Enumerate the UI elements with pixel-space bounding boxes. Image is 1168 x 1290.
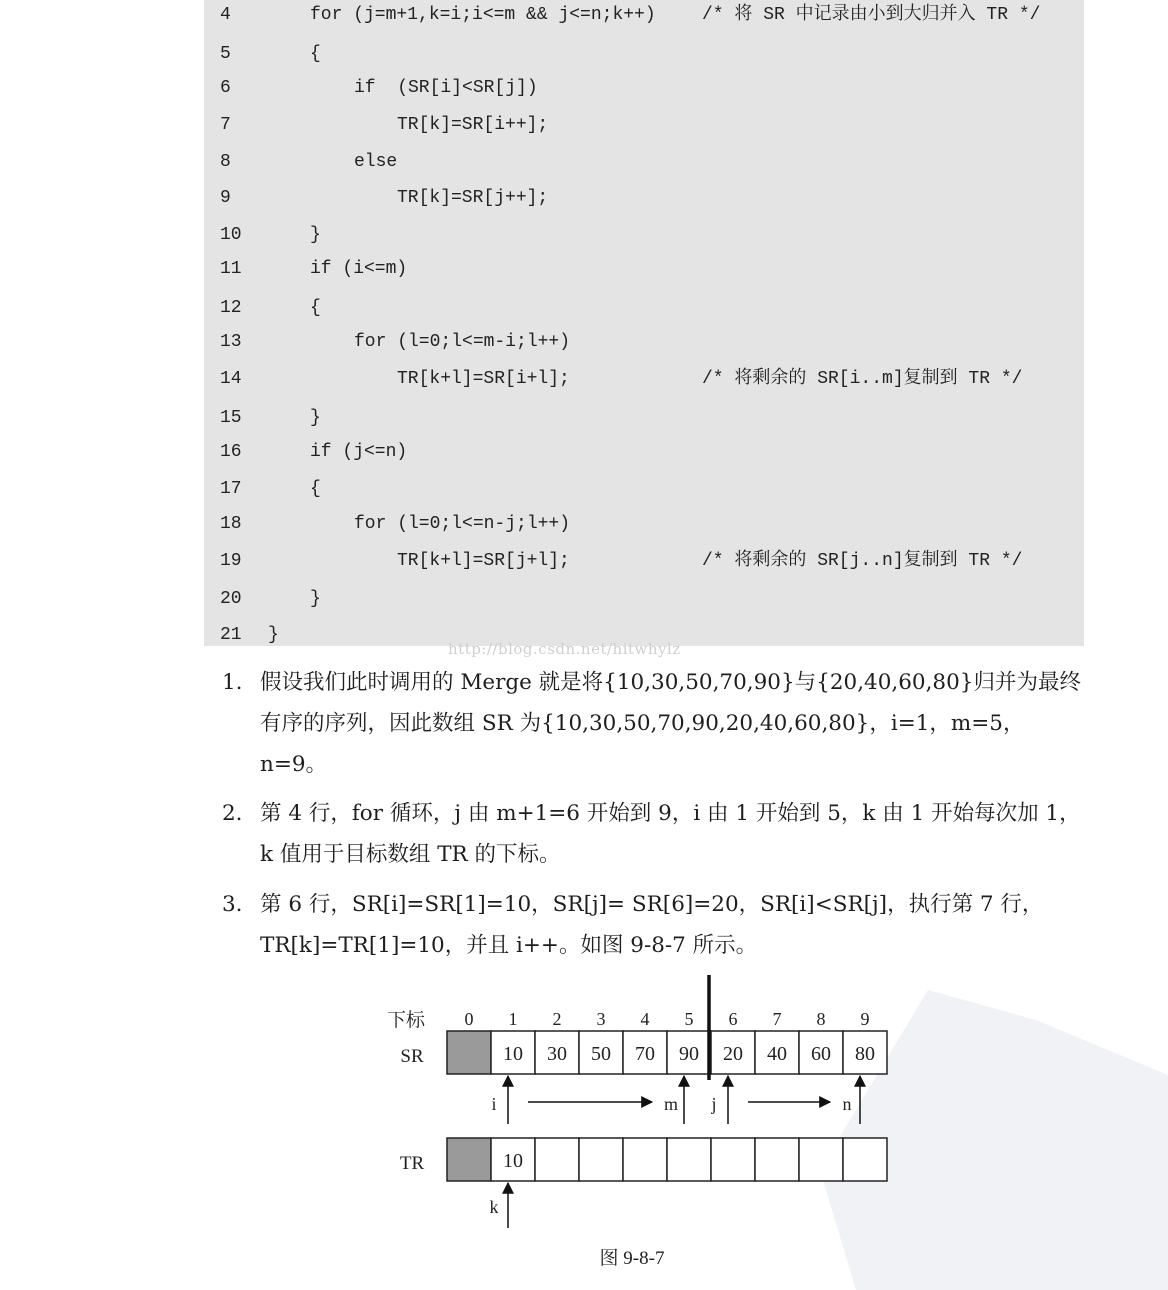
index-number: 3 xyxy=(596,1009,606,1029)
code-text: for (l=0;l<=m-i;l++) xyxy=(354,332,571,352)
paragraph-text: 第 4 行，for 循环，j 由 m+1=6 开始到 9，i 由 1 开始到 5，k 由 1 开始每次加 1，k 值用于目标数组 TR 的下标。 xyxy=(260,801,1081,867)
code-text: { xyxy=(310,44,321,64)
line-number: 14 xyxy=(220,369,242,389)
paragraph-number: 2. xyxy=(222,801,243,826)
tr-cell xyxy=(799,1138,843,1181)
j-pointer-label: j xyxy=(711,1094,717,1114)
line-number: 10 xyxy=(220,225,242,245)
index-number: 8 xyxy=(816,1009,826,1029)
line-number: 11 xyxy=(220,259,242,279)
line-number: 21 xyxy=(220,625,242,645)
tr-cell xyxy=(667,1138,711,1181)
sr-value: 60 xyxy=(811,1043,831,1065)
index-number: 2 xyxy=(552,1009,562,1029)
tr-cell xyxy=(447,1138,491,1181)
sr-value: 40 xyxy=(767,1043,787,1065)
line-number: 4 xyxy=(220,5,231,25)
figure-caption: 图 9-8-7 xyxy=(599,1248,665,1269)
sr-value: 80 xyxy=(855,1043,875,1065)
tr-cell xyxy=(711,1138,755,1181)
line-number: 12 xyxy=(220,298,242,318)
code-text: if (SR[i]<SR[j]) xyxy=(354,78,538,98)
line-number: 5 xyxy=(220,44,231,64)
paragraph-text: 假设我们此时调用的 Merge 就是将{10,30,50,70,90}与{20,40,60,80}归并为最终有序的序列，因此数组 SR 为{10,30,50,70,90,20,40,60,80}，i=1，m=5，n=9。 xyxy=(260,670,1081,777)
line-number: 9 xyxy=(220,188,231,208)
code-text: } xyxy=(310,589,321,609)
line-number: 8 xyxy=(220,152,231,172)
index-number: 6 xyxy=(728,1009,738,1029)
tr-cell xyxy=(579,1138,623,1181)
sr-value: 70 xyxy=(635,1043,655,1065)
i-pointer-label: i xyxy=(491,1094,497,1114)
line-number: 18 xyxy=(220,514,242,534)
code-text: TR[k+l]=SR[i+l]; xyxy=(397,369,570,389)
line-number: 16 xyxy=(220,442,242,462)
line-number: 15 xyxy=(220,408,242,428)
n-pointer-label: n xyxy=(842,1094,852,1114)
code-text: TR[k+l]=SR[j+l]; xyxy=(397,551,570,571)
line-number: 13 xyxy=(220,332,242,352)
code-comment: /* 将 SR 中记录由小到大归并入 TR */ xyxy=(702,5,1041,25)
tr-cell xyxy=(623,1138,667,1181)
line-number: 19 xyxy=(220,551,242,571)
k-pointer-label: k xyxy=(489,1197,499,1217)
code-text: { xyxy=(310,298,321,318)
tr-cell xyxy=(535,1138,579,1181)
tr-value: 10 xyxy=(503,1150,523,1172)
paragraph-number: 1. xyxy=(222,670,243,695)
code-text: } xyxy=(310,225,321,245)
code-text: else xyxy=(354,152,398,172)
sr-value: 30 xyxy=(547,1043,567,1065)
index-label: 下标 xyxy=(386,1010,426,1031)
tr-label: TR xyxy=(399,1153,425,1174)
code-comment: /* 将剩余的 SR[j..n]复制到 TR */ xyxy=(702,551,1023,571)
index-number: 5 xyxy=(684,1009,694,1029)
line-number: 17 xyxy=(220,479,242,499)
code-text: for (j=m+1,k=i;i<=m && j<=n;k++) xyxy=(310,5,656,25)
code-text: if (i<=m) xyxy=(310,259,408,279)
line-number: 6 xyxy=(220,78,231,98)
index-number: 4 xyxy=(640,1009,650,1029)
code-text: TR[k]=SR[j++]; xyxy=(397,188,549,208)
index-number: 1 xyxy=(508,1009,518,1029)
tr-cell xyxy=(755,1138,799,1181)
tr-cell xyxy=(843,1138,887,1181)
sr-value: 20 xyxy=(723,1043,743,1065)
index-number: 0 xyxy=(464,1009,474,1029)
code-text: { xyxy=(310,479,321,499)
m-pointer-label: m xyxy=(663,1094,679,1114)
sr-value: 50 xyxy=(591,1043,611,1065)
sr-label: SR xyxy=(400,1046,424,1067)
paragraph-text: 第 6 行，SR[i]=SR[1]=10，SR[j]= SR[6]=20，SR[i]<SR[j]，执行第 7 行，TR[k]=TR[1]=10，并且 i++。如图 9-8-7 所示。 xyxy=(260,892,1044,958)
sr-value: 90 xyxy=(679,1043,699,1065)
line-number: 7 xyxy=(220,115,231,135)
code-text: if (j<=n) xyxy=(310,442,408,462)
sr-cell xyxy=(447,1031,491,1074)
code-text: } xyxy=(268,625,279,645)
code-text: TR[k]=SR[i++]; xyxy=(397,115,549,135)
paragraph-number: 3. xyxy=(222,892,243,917)
index-number: 7 xyxy=(772,1009,782,1029)
blog-watermark: http://blog.csdn.net/hitwhylz xyxy=(448,640,681,658)
line-number: 20 xyxy=(220,589,242,609)
code-comment: /* 将剩余的 SR[i..m]复制到 TR */ xyxy=(702,369,1023,389)
sr-value: 10 xyxy=(503,1043,523,1065)
code-text: } xyxy=(310,408,321,428)
index-number: 9 xyxy=(860,1009,870,1029)
code-text: for (l=0;l<=n-j;l++) xyxy=(354,514,571,534)
